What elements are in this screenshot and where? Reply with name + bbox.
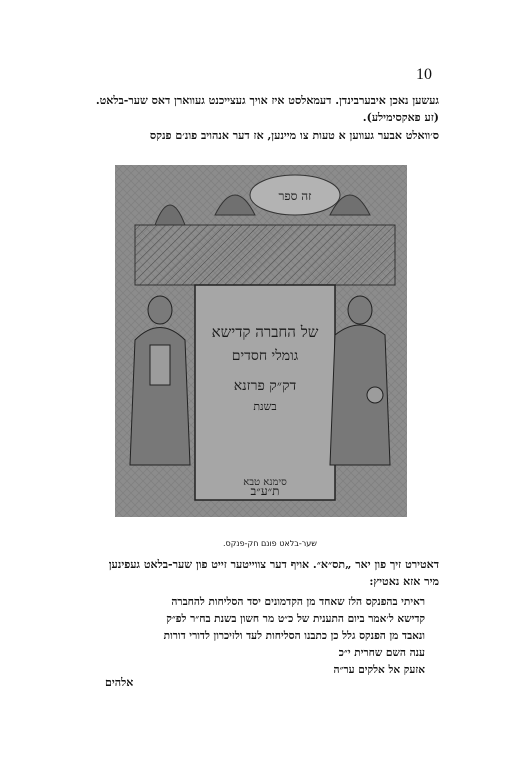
inscription-line: דק״ק פרזנא — [233, 378, 297, 394]
quote-line: אזעק אל אלקים ער״ה — [333, 664, 425, 676]
facsimile-drawing — [115, 165, 407, 517]
quote-line: ונאבד מן הפנקס גלל כן כתבנו הסליחות לעד ולזיכרון לדורי דורות — [163, 630, 425, 642]
quote-line: ענה השם שחרית י״כ — [338, 647, 425, 659]
inscription-line: של החברה קדישא — [211, 323, 319, 341]
quote-line: קדישא ל׳אמר ביום התענית של כ״ט מר חשון בשנת בח״ר לפ״ק — [166, 613, 425, 625]
banner-text: זה ספר — [278, 189, 312, 203]
paragraph-intro — [79, 92, 439, 126]
text-line: מיר אזא נאטיץ: — [369, 575, 439, 588]
title-page-facsimile — [115, 165, 407, 517]
quoted-note — [80, 594, 425, 679]
figure-caption: שער-בלאט פונם חק-פנקס. — [223, 539, 317, 548]
signature-word: אלהים — [105, 676, 134, 689]
text-line: ס׳וואלט אבער געווען א טעות צו מיינען, אז דער אנהויב פונ׳ם פנקס — [149, 129, 439, 142]
paragraph-second — [79, 127, 439, 144]
text-line: געשען נאכן איבערבינדן. דעמאלסט איז אויך געצייכנט געווארן דאס שער-בלאט. — [95, 94, 439, 107]
quote-line: ראיתי בהפנקס הלז שאחד מן הקדמונים יסד הסליחות להחברה — [171, 596, 425, 608]
bottom-row-text: סימנא טבא — [243, 477, 287, 488]
text-line: דאטירט זיך פון יאר „תס״א״. אויף דער צווייטער זייט פון שער-בלאט געפינען — [108, 558, 439, 571]
inscription-line: בשנת — [253, 400, 277, 413]
inscription-line: ת״ע״ב — [250, 484, 280, 498]
paragraph-third — [79, 556, 439, 590]
page-number: 10 — [416, 66, 432, 83]
text-line: (זע פאקסימילע). — [362, 111, 439, 124]
inscription-line: גומלי חסדים — [231, 348, 299, 364]
